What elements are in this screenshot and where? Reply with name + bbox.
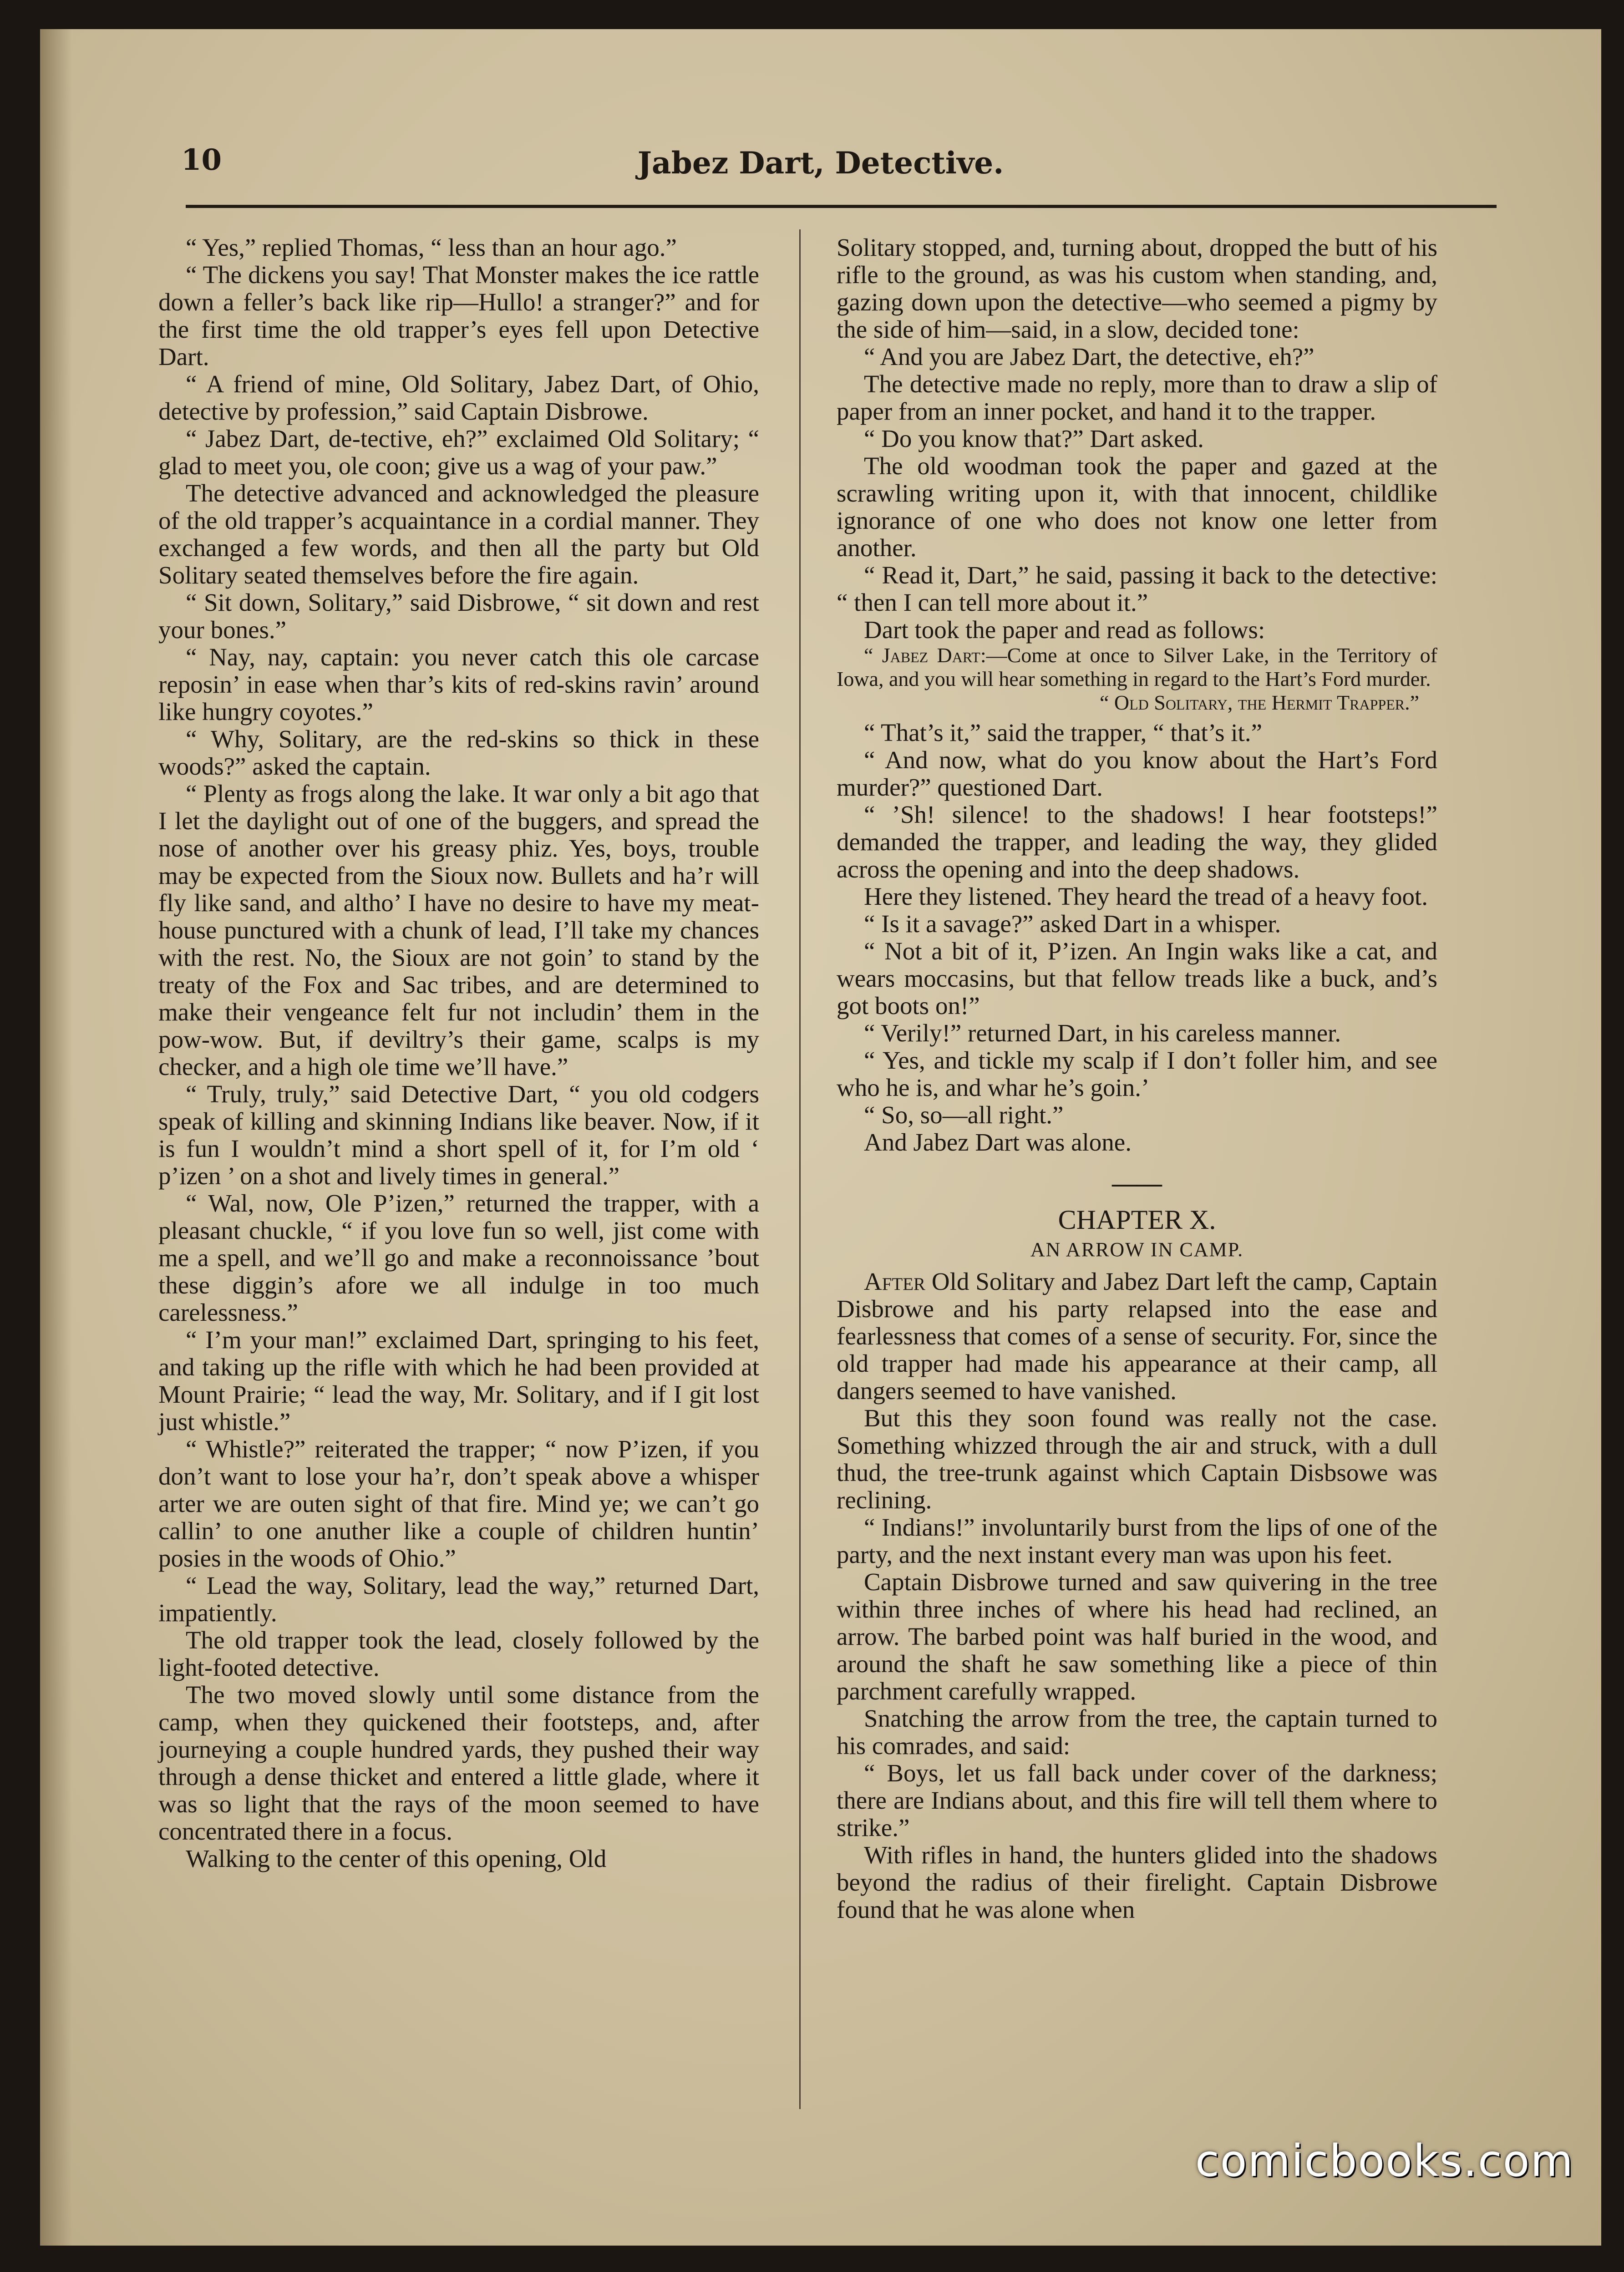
letter-text: :—Come at once to Silver Lake, in the Territory of Iowa, and you will hear something in regard to the Hart’s Ford murder. xyxy=(837,644,1437,690)
paragraph: Solitary stopped, and, turning about, dropped the butt of his rifle to the ground, as was his custom when standing, and, gazing down upon the detective—who seemed a pigmy by the side of him—said, in a slow, decided tone: xyxy=(837,233,1437,343)
paragraph: “ Sit down, Solitary,” said Disbrowe, “ sit down and rest your bones.” xyxy=(158,588,759,644)
page-edge-shadow xyxy=(40,29,72,2246)
paragraph: “ Lead the way, Solitary, lead the way,” returned Dart, impatiently. xyxy=(158,1572,759,1627)
letter-addressee: Jabez Dart xyxy=(882,644,980,667)
paragraph: Here they listened. They heard the tread of a heavy foot. xyxy=(864,882,1428,910)
paragraph: With rifles in hand, the hunters glided into the shadows beyond the radius of their firelight. Captain Disbrowe found that he was alone when xyxy=(837,1841,1437,1923)
paragraph: But this they soon found was really not the case. Something whizzed through the air and struck, with a dull thud, the tree-trunk against which Captain Disbsowe was reclining. xyxy=(837,1404,1437,1514)
paragraph: “ That’s it,” said the trapper, “ that’s it.” xyxy=(864,719,1262,746)
section-separator: —— xyxy=(1112,1169,1162,1197)
paragraph: “ Verily!” returned Dart, in his careless manner. xyxy=(864,1019,1341,1047)
paragraph: The detective advanced and acknowledged the pleasure of the old trapper’s acquaintance in a cordial manner. They exchanged a few words, and then all the party but Old Solitary seated themselves before the fire again. xyxy=(158,479,759,589)
chapter-first-paragraph xyxy=(837,1268,1437,1405)
chapter-title: CHAPTER X. xyxy=(1058,1205,1216,1235)
scanned-page xyxy=(40,29,1601,2246)
paragraph: “ Truly, truly,” said Detective Dart, “ you old codgers speak of killing and skinning Indians like beaver. Now, if it is fun I wouldn’t mind a short spell of it, for I’m old ‘ p’izen ’ on a shot and lively times in general.” xyxy=(158,1080,759,1190)
paragraph: “ Nay, nay, captain: you never catch this ole carcase reposin’ in ease when thar’s kits of red-skins ravin’ around like hungry coyotes.” xyxy=(158,643,759,725)
paragraph: “ ’Sh! silence! to the shadows! I hear footsteps!” demanded the trapper, and leading the way, they glided across the opening and into the deep shadows. xyxy=(837,801,1437,883)
paragraph: “ Not a bit of it, P’izen. An Ingin waks like a cat, and wears moccasins, but that fellow treads like a buck, and’s got boots on!” xyxy=(837,937,1437,1019)
paragraph: “ Is it a savage?” asked Dart in a whisper. xyxy=(864,910,1281,938)
chapter-subtitle: AN ARROW IN CAMP. xyxy=(1030,1238,1244,1261)
paragraph: “ Why, Solitary, are the red-skins so thick in these woods?” asked the captain. xyxy=(158,725,759,780)
paragraph: The detective made no reply, more than to draw a slip of paper from an inner pocket, and hand it to the trapper. xyxy=(837,370,1437,425)
column-divider xyxy=(799,229,801,2109)
page-number: 10 xyxy=(181,143,222,177)
paragraph: Dart took the paper and read as follows: xyxy=(864,616,1265,644)
paragraph: The two moved slowly until some distance from the camp, when they quickened their footsteps, and, after journeying a couple hundred yards, they pushed their way through a dense thicket and entered a little glade, where it was so light that the rays of the moon seemed to have concentrated there in a focus. xyxy=(158,1681,759,1845)
right-column xyxy=(837,234,1437,1923)
paragraph: “ Plenty as frogs along the lake. It war only a bit ago that I let the daylight out of one of the buggers, and spread the nose of another over his greasy phiz. Yes, boys, trouble may be expected from the Sioux now. Bullets and ha’r will fly like sand, and altho’ I have no desire to have my meat-house punctured with a chunk of lead, I’ll take my chances with the rest. No, the Sioux are not goin’ to stand by the treaty of the Fox and Sac tribes, and are determined to make their vengeance felt fur not includin’ them in the pow-wow. But, if deviltry’s their game, scalps is my checker, and a high ole time we’ll have.” xyxy=(158,780,759,1080)
paragraph: “ And now, what do you know about the Hart’s Ford murder?” questioned Dart. xyxy=(837,746,1437,801)
running-head: Jabez Dart, Detective. xyxy=(637,145,1004,181)
paragraph: “ Indians!” involuntarily burst from the lips of one of the party, and the next instant every man was upon his feet. xyxy=(837,1513,1437,1568)
paragraph: “ Whistle?” reiterated the trapper; “ now P’izen, if you don’t want to lose your ha’r, don’t speak above a whisper arter we are outen sight of that fire. Mind ye; we can’t go callin’ to one anuther like a couple of children huntin’ posies in the woods of Ohio.” xyxy=(158,1435,759,1572)
paragraph: “ Jabez Dart, de-tective, eh?” exclaimed Old Solitary; “ glad to meet you, ole coon; give us a wag of your paw.” xyxy=(158,425,759,480)
site-watermark: comicbooks.com xyxy=(1195,2135,1574,2186)
left-column xyxy=(158,234,759,1872)
paragraph: “ The dickens you say! That Monster makes the ice rattle down a feller’s back like rip—Hullo! a stranger?” and for the first time the old trapper’s eyes fell upon Detective Dart. xyxy=(158,261,759,370)
paragraph: Snatching the arrow from the tree, the captain turned to his comrades, and said: xyxy=(837,1704,1437,1760)
paragraph: The old woodman took the paper and gazed at the scrawling writing upon it, with that innocent, childlike ignorance of one who does not know one letter from another. xyxy=(837,452,1437,562)
paragraph: “ Yes,” replied Thomas, “ less than an hour ago.” xyxy=(186,233,677,261)
paragraph: “ Boys, let us fall back under cover of the darkness; there are Indians about, and this fire will tell them where to strike.” xyxy=(837,1759,1437,1841)
paragraph: “ Do you know that?” Dart asked. xyxy=(864,425,1204,452)
paragraph: Captain Disbrowe turned and saw quivering in the tree within three inches of where his head had reclined, an arrow. The barbed point was half buried in the wood, and around the shaft he saw something like a piece of thin parchment carefully wrapped. xyxy=(837,1568,1437,1705)
paragraph: “ Read it, Dart,” he said, passing it back to the detective: “ then I can tell more about it.” xyxy=(837,561,1437,616)
paragraph: “ So, so—all right.” xyxy=(864,1101,1064,1129)
paragraph: Walking to the center of this opening, Old xyxy=(186,1845,607,1872)
paragraph: And Jabez Dart was alone. xyxy=(864,1128,1132,1156)
opening-text: Old Solitary and Jabez Dart left the camp, Captain Disbrowe and his party relapsed into the ease and fearlessness that comes of a sense of security. For, since the old trapper had made his appearance at their camp, all dangers seemed to have vanished. xyxy=(837,1268,1437,1405)
paragraph: The old trapper took the lead, closely followed by the light-footed detective. xyxy=(158,1626,759,1681)
paragraph: “ I’m your man!” exclaimed Dart, springing to his feet, and taking up the rifle with which he had been provided at Mount Prairie; “ lead the way, Mr. Solitary, and if I git lost just whistle.” xyxy=(158,1326,759,1435)
paragraph: “ A friend of mine, Old Solitary, Jabez Dart, of Ohio, detective by profession,” said Captain Disbrowe. xyxy=(158,370,759,425)
paragraph: “ Wal, now, Ole P’izen,” returned the trapper, with a pleasant chuckle, “ if you love fun so well, jist come with me a spell, and we’ll go and make a reconnoissance ’bout these diggin’s afore we all indulge in too much carelessness.” xyxy=(158,1189,759,1326)
letter-signature: “ Old Solitary, the Hermit Trapper.” xyxy=(1099,691,1419,714)
opening-word: After xyxy=(864,1268,926,1295)
letter-body: “ Jabez Dart:—Come at once to Silver Lake, in the Territory of Iowa, and you will hear something in regard to the Hart’s Ford murder. xyxy=(837,644,1437,690)
paragraph: “ And you are Jabez Dart, the detective, eh?” xyxy=(864,343,1314,370)
paragraph: “ Yes, and tickle my scalp if I don’t foller him, and see who he is, and whar he’s goin.’ xyxy=(837,1046,1437,1101)
header-rule xyxy=(186,205,1497,208)
